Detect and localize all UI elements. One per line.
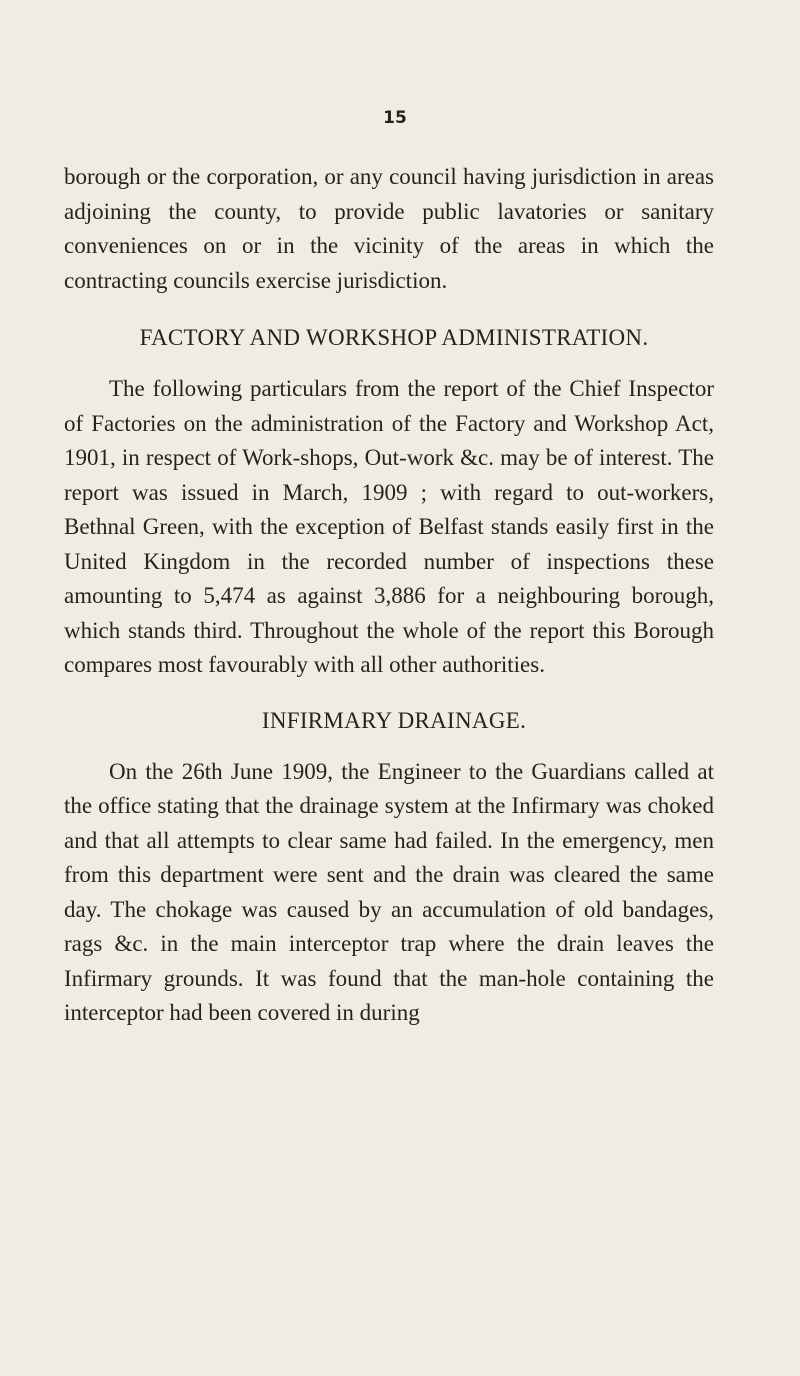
section-body-factory-workshop: The following particulars from the report of the Chief Inspector of Factories on the administration of the Factory and Workshop Act, 1901, in respect of Work-shops, Out-work &c. may be of interest. The report was issued in March, 1909 ; with regard to out-workers, Bethnal Green, with the exception of Belfast stands easily first in the United Kingdom in the recorded number of inspections these amounting to 5,474 as against 3,886 for a neighbouring borough, which stands third. Throughout the whole of the report this Borough compares most favourably with all other authorities. bbox=[64, 376, 714, 677]
document-page bbox=[64, 108, 714, 1031]
section-body-infirmary-drainage: On the 26th June 1909, the Engineer to the Guardians called at the office stating that the drainage system at the Infirmary was choked and that all attempts to clear same had failed. In the emergency, men from this department were sent and the drain was cleared the same day. The chokage was caused by an accumulation of old bandages, rags &c. in the main interceptor trap where the drain leaves the Infirmary grounds. It was found that the man-hole containing the interceptor had been covered in during bbox=[64, 758, 714, 1025]
page-number: 15 bbox=[383, 108, 407, 128]
section-heading-factory-workshop: FACTORY AND WORKSHOP ADMINISTRATION. bbox=[139, 325, 649, 350]
section-heading-infirmary-drainage: INFIRMARY DRAINAGE. bbox=[261, 707, 527, 733]
opening-paragraph: borough or the corporation, or any council having jurisdiction in areas adjoining the county, to provide public lavatories or sanitary conveniences on or in the vicinity of the areas in which the contracting councils exercise jurisdiction. bbox=[64, 164, 714, 293]
